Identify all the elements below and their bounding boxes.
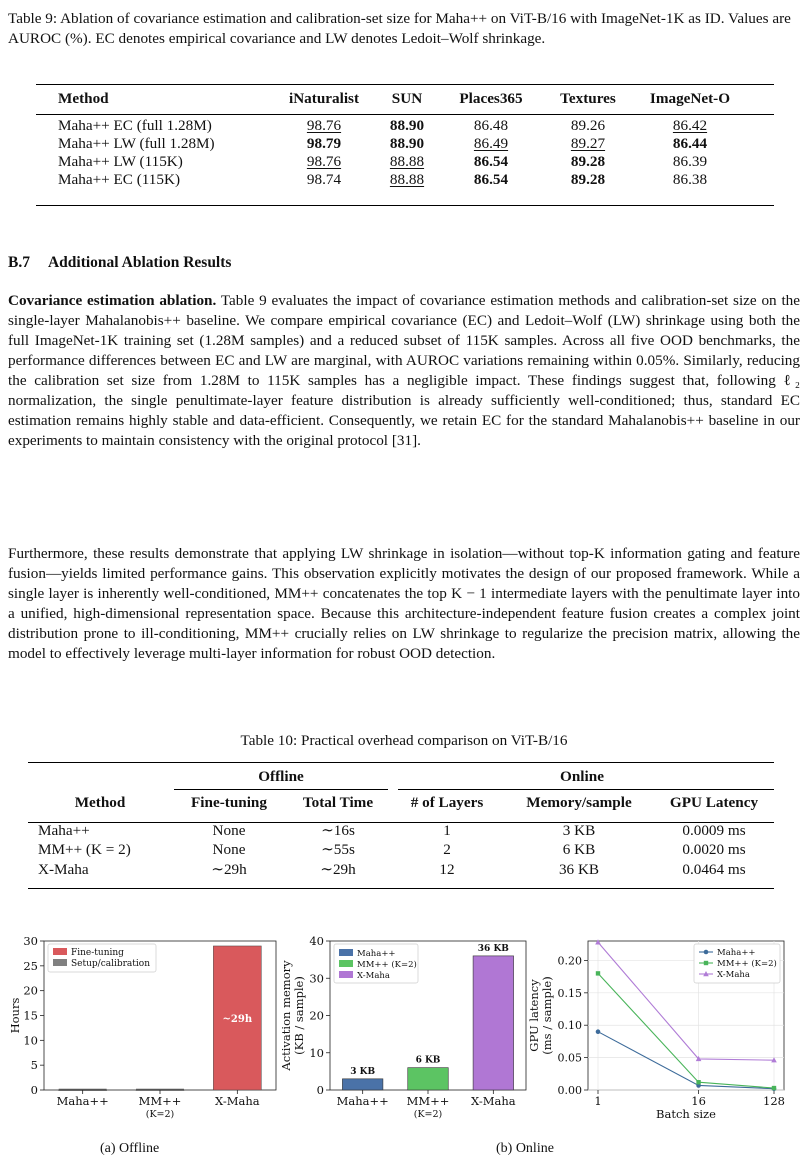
chart-b-legend-swatch <box>339 949 353 956</box>
table9-value-cell <box>374 153 440 171</box>
table9 <box>58 88 746 189</box>
table10-value-cell: ∼16s <box>321 822 355 839</box>
auroc-value: 98.76 <box>306 153 342 170</box>
table9-row <box>58 171 746 189</box>
table9-col-header: Textures <box>560 90 616 107</box>
chart-c-xtick-label: 1 <box>594 1094 602 1108</box>
table9-value-cell <box>274 135 374 153</box>
table10-method-cell: MM++ (K = 2) <box>38 841 131 858</box>
chart-c-ytick-label: 0.10 <box>557 1019 582 1033</box>
table9-value-cell <box>542 135 634 153</box>
chart-c-ytick-label: 0.00 <box>557 1084 582 1097</box>
chart-b-legend-label: X-Maha <box>357 971 390 981</box>
table10-header-row <box>28 788 774 818</box>
table9-header-row <box>58 88 746 110</box>
group-offline: Offline <box>258 768 304 785</box>
chart-c-ylabel: GPU latency <box>527 979 541 1052</box>
chart-b-bar-label: 3 KB <box>350 1066 376 1077</box>
table10-value-cell: 3 KB <box>562 822 596 839</box>
auroc-value: 86.48 <box>473 117 509 134</box>
overhead-figure <box>0 925 808 1135</box>
table9-method-cell: Maha++ LW (full 1.28M) <box>58 135 215 152</box>
paragraph-covariance <box>8 291 800 451</box>
table9-caption: Table 9: Ablation of covariance estimation and calibration-set size for Maha++ on ViT-B/16 with ImageNet-1K as ID. Values are AUROC (%). EC denotes empirical covariance and LW denotes Ledoit–Wolf shrinkage. <box>8 10 791 47</box>
table10-method-cell: Maha++ <box>38 822 90 839</box>
subcaption-offline: (a) Offline <box>100 1141 160 1156</box>
chart-a-xtick-label: MM++ <box>138 1094 182 1108</box>
auroc-value: 89.28 <box>570 171 606 188</box>
auroc-value: 89.28 <box>570 153 606 170</box>
chart-c-legend-label: Maha++ <box>717 948 756 958</box>
table10-row <box>28 860 774 880</box>
chart-c-point <box>704 961 708 965</box>
table10-col-header: Method <box>74 794 126 811</box>
chart-b-legend <box>334 944 418 983</box>
chart-b-legend-label: MM++ (K=2) <box>357 960 417 970</box>
paragraph-body: Table 9 evaluates the impact of covariance estimation methods and calibration-set size on the single-layer Mahalanobis++ baseline. We compare empirical covariance (EC) and Ledoit–Wolf (LW) shrinkage using both the full ImageNet-1K training set (1.28M samples) and a reduced subset of 115K samples. Across all five OOD benchmarks, the performance differences between EC and LW are marginal, with AUROC variations remaining within 0.05%. Similarly, reducing the calibration set size from 1.28M to 115K samples has a negligible impact. These findings suggest that, following ℓ₂ normalization, the single penultimate-layer feature distribution is already sufficiently well-conditioned; thus, standard EC estimation remains highly stable and data-efficient. Consequently, we retain EC for the standard Mahalanobis++ baseline in our experiments to maintain consistency with the original protocol [31]. <box>8 292 800 449</box>
chart-c-point <box>704 950 709 955</box>
table9-col-header: iNaturalist <box>288 90 360 107</box>
chart-c-ylabel-unit: (ms / sample) <box>540 976 554 1055</box>
table10-col-header: Total Time <box>302 794 374 811</box>
table9-col-header: ImageNet-O <box>649 90 731 107</box>
chart-b-ytick-label: 40 <box>309 934 324 948</box>
chart-b-xtick-label: X-Maha <box>471 1094 516 1108</box>
chart-a-legend-swatch <box>53 948 67 955</box>
table9-value-cell <box>542 171 634 189</box>
chart-b-xtick-label: Maha++ <box>336 1094 389 1108</box>
table10-value-cell: None <box>212 822 246 839</box>
table10-col-header: GPU Latency <box>669 794 759 811</box>
auroc-value: 88.88 <box>389 171 425 188</box>
table10-value-cell: ∼55s <box>321 841 355 858</box>
table9-col-header: Method <box>58 90 109 107</box>
chart-c-xtick-label: 16 <box>691 1094 706 1108</box>
chart-a-legend-label: Setup/calibration <box>71 959 151 969</box>
chart-b-legend-swatch <box>339 971 353 978</box>
auroc-value: 86.54 <box>473 153 509 170</box>
chart-b-legend-swatch <box>339 960 353 967</box>
chart-a-ylabel: Hours <box>8 997 22 1034</box>
table10-mid-rule <box>28 822 774 823</box>
auroc-value: 86.42 <box>672 117 708 134</box>
chart-a-ytick-label: 0 <box>30 1083 38 1097</box>
table9-col-header: Places365 <box>459 90 523 107</box>
auroc-value: 98.74 <box>306 171 342 188</box>
chart-c-point <box>596 971 600 975</box>
table10-col-header: Fine-tuning <box>191 794 267 811</box>
table10-group-row <box>28 766 774 788</box>
chart-b-legend-label: Maha++ <box>357 949 396 959</box>
table10-value-cell: 12 <box>439 861 455 878</box>
chart-a-legend <box>48 944 156 972</box>
chart-a-ytick-label: 20 <box>23 983 38 998</box>
table9-value-cell <box>634 171 746 189</box>
chart-c-legend <box>694 944 780 983</box>
auroc-value: 86.39 <box>672 153 708 170</box>
table9-value-cell <box>542 153 634 171</box>
table10-col-header: # of Layers <box>410 794 484 811</box>
table9-col-header: SUN <box>391 90 423 107</box>
section-number: B.7 <box>8 254 30 271</box>
table10-value-cell: None <box>212 841 246 858</box>
section-title: Additional Ablation Results <box>47 254 232 271</box>
table9-value-cell <box>440 153 542 171</box>
chart-a-xtick-label-sub: (K=2) <box>145 1109 175 1120</box>
chart-c-ytick-label: 0.20 <box>557 954 582 968</box>
table10-value-cell: 1 <box>443 822 451 839</box>
table10-method-cell: X-Maha <box>38 861 89 878</box>
table10-value-cell: ∼29h <box>211 861 247 878</box>
table10-value-cell: 36 KB <box>558 861 600 878</box>
table10-bottom-rule <box>28 888 774 889</box>
chart-a-ytick-label: 15 <box>23 1008 38 1023</box>
chart-b-xtick-label-sub: (K=2) <box>413 1109 443 1120</box>
chart-b-ylabel: Activation memory <box>279 960 293 1071</box>
chart-b-bar-label: 6 KB <box>415 1055 441 1066</box>
auroc-value: 89.26 <box>570 117 606 134</box>
chart-a-xtick-label: X-Maha <box>215 1094 260 1108</box>
auroc-value: 86.54 <box>473 171 509 188</box>
online-cmidrule <box>398 789 774 790</box>
table9-value-cell <box>634 153 746 171</box>
auroc-value: 88.88 <box>389 153 425 170</box>
table9-bottom-rule <box>36 205 774 206</box>
chart-c-xlabel: Batch size <box>656 1107 716 1121</box>
chart-b-ytick-label: 10 <box>309 1045 324 1060</box>
chart-c-legend-label: X-Maha <box>717 970 750 980</box>
table10-top-rule <box>28 762 774 763</box>
chart-b-ytick-label: 0 <box>316 1083 324 1097</box>
table9-value-cell <box>440 171 542 189</box>
auroc-value: 86.38 <box>672 171 708 188</box>
subcaption-online: (b) Online <box>496 1141 554 1156</box>
chart-a-legend-swatch <box>53 959 67 966</box>
chart-c-point <box>595 939 601 944</box>
auroc-value: 88.90 <box>389 117 425 134</box>
table10-value-cell: 6 KB <box>562 841 596 858</box>
table9-method-cell: Maha++ EC (115K) <box>58 171 181 188</box>
table9-mid-rule <box>36 114 774 115</box>
table9-value-cell <box>274 171 374 189</box>
chart-b-bar <box>342 1079 383 1090</box>
chart-c-ytick-label: 0.05 <box>557 1051 582 1065</box>
chart-a-ytick-label: 30 <box>23 934 38 948</box>
table9-value-cell <box>374 135 440 153</box>
chart-b-ylabel-unit: (KB / sample) <box>292 976 306 1055</box>
auroc-value: 88.90 <box>389 135 425 152</box>
chart-b-xtick-label: MM++ <box>406 1094 450 1108</box>
offline-cmidrule <box>174 789 388 790</box>
chart-b-ytick-label: 30 <box>309 971 324 986</box>
chart-c-legend-label: MM++ (K=2) <box>717 959 777 969</box>
table9-row <box>58 153 746 171</box>
table9-value-cell <box>634 135 746 153</box>
chart-c-xtick-label: 128 <box>763 1094 785 1108</box>
table10-value-cell: 0.0009 ms <box>682 822 746 839</box>
chart-a-legend-label: Fine-tuning <box>71 948 124 958</box>
chart-b-bar <box>473 956 514 1090</box>
auroc-value: 86.44 <box>672 135 708 152</box>
table10-col-header: Memory/sample <box>526 794 632 811</box>
chart-c-point <box>772 1086 776 1090</box>
chart-c-point <box>696 1080 700 1084</box>
chart-b-bar-label: 36 KB <box>477 943 509 954</box>
chart-a-ytick-label: 5 <box>30 1058 38 1073</box>
table10-value-cell: 2 <box>443 841 451 858</box>
table10-row <box>28 840 774 860</box>
table9-value-cell <box>274 153 374 171</box>
auroc-value: 89.27 <box>570 135 606 152</box>
auroc-value: 98.79 <box>306 135 342 152</box>
table10-value-cell: ∼29h <box>320 861 356 878</box>
chart-a-ytick-label: 10 <box>23 1033 38 1048</box>
group-online: Online <box>560 768 604 785</box>
table10-caption: Table 10: Practical overhead comparison on ViT-B/16 <box>240 732 568 749</box>
table10 <box>28 766 774 880</box>
chart-b-bar <box>408 1068 449 1090</box>
chart-c-ytick-label: 0.15 <box>557 986 582 1000</box>
chart-c-point <box>596 1029 601 1034</box>
auroc-value: 98.76 <box>306 117 342 134</box>
chart-b-ytick-label: 20 <box>309 1008 324 1023</box>
table9-method-cell: Maha++ LW (115K) <box>58 153 183 170</box>
table10-value-cell: 0.0020 ms <box>682 841 746 858</box>
paragraph-lead: Covariance estimation ablation. <box>8 292 217 309</box>
auroc-value: 86.49 <box>473 135 509 152</box>
section-heading <box>8 254 231 272</box>
chart-a-xtick-label: Maha++ <box>56 1094 109 1108</box>
table9-top-rule <box>36 84 774 85</box>
table9-value-cell <box>440 135 542 153</box>
paragraph-furthermore: Furthermore, these results demonstrate that applying LW shrinkage in isolation—without top-K information gating and feature fusion—yields limited performance gains. This observation explicitly motivates the design of our proposed framework. While a single layer is inherently well-conditioned, MM++ concatenates the top K − 1 intermediate layers with the penultimate layer into a unified, high-dimensional representation space. Because this architecture-independent feature fusion creates a complex joint distribution prone to ill-conditioning, MM++ crucially relies on LW shrinkage to regularize the precision matrix, allowing the model to effectively leverage multi-layer information for robust OOD detection. <box>8 545 800 662</box>
table9-row <box>58 135 746 153</box>
table10-value-cell: 0.0464 ms <box>682 861 746 878</box>
table9-value-cell <box>374 171 440 189</box>
chart-c-series-line <box>598 973 774 1088</box>
table9-method-cell: Maha++ EC (full 1.28M) <box>58 117 212 134</box>
chart-a-bar-label: ~29h <box>222 1013 253 1025</box>
chart-a-ytick-label: 25 <box>23 958 38 973</box>
